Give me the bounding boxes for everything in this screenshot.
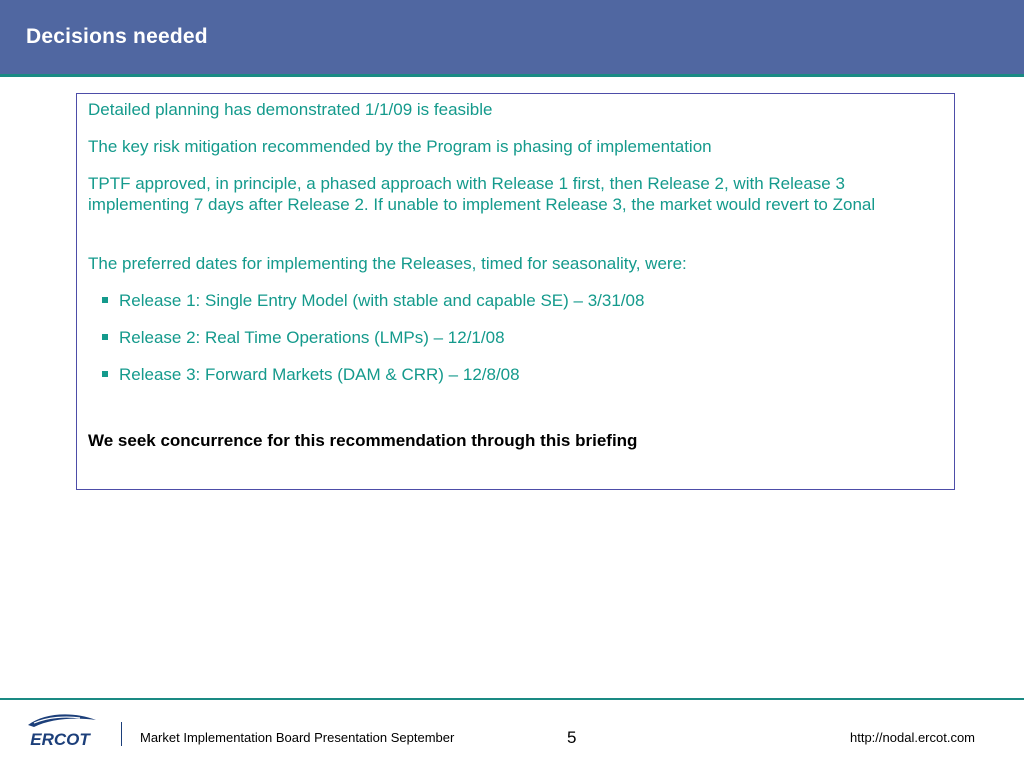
footer-vertical-divider	[121, 722, 122, 746]
paragraph-preferred-dates: The preferred dates for implementing the Releases, timed for seasonality, were:	[88, 254, 687, 273]
page-number: 5	[567, 728, 577, 747]
logo-wordmark: ERCOT	[30, 730, 90, 749]
logo-swoosh	[28, 714, 96, 727]
paragraph-feasible: Detailed planning has demonstrated 1/1/09 is feasible	[88, 100, 493, 119]
square-bullet-icon	[102, 371, 108, 377]
slide-title: Decisions needed	[26, 25, 208, 48]
ercot-logo	[20, 712, 100, 750]
paragraph-phased-approach: TPTF approved, in principle, a phased approach with Release 1 first, then Release 2, with Release 3 implementing 7 days after Release 2. If unable to implement Release 3, the market would revert to Zonal	[88, 174, 876, 214]
footer-url-link[interactable]: http://nodal.ercot.com	[850, 730, 976, 745]
footer-divider-line	[0, 698, 1024, 700]
square-bullet-icon	[102, 334, 108, 340]
bullet-text: Release 2: Real Time Operations (LMPs) – 12/1/08	[119, 328, 505, 347]
bullet-text: Release 3: Forward Markets (DAM & CRR) – 12/8/08	[119, 365, 520, 384]
square-bullet-icon	[102, 297, 108, 303]
footer-presentation-title: Market Implementation Board Presentation September	[140, 730, 455, 745]
header-accent-line	[0, 74, 1024, 77]
paragraph-risk-mitigation: The key risk mitigation recommended by the Program is phasing of implementation	[88, 137, 712, 156]
bullet-text: Release 1: Single Entry Model (with stable and capable SE) – 3/31/08	[119, 291, 645, 310]
bullet-release-2	[102, 327, 922, 348]
bullet-release-3	[102, 364, 922, 385]
concurrence-callout: We seek concurrence for this recommendation through this briefing	[88, 431, 638, 450]
bullet-release-1	[102, 290, 922, 311]
content-box	[76, 93, 955, 490]
